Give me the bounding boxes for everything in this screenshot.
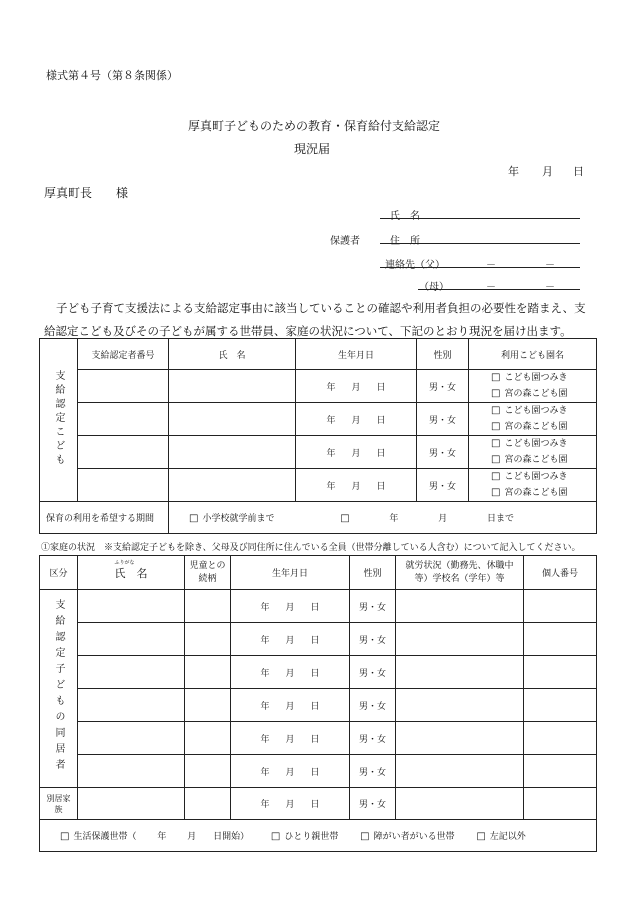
id-cell[interactable]: [524, 689, 597, 722]
contact-dash-2: －: [545, 260, 555, 271]
guardian-name-label: 氏 名: [390, 211, 420, 222]
child-row: [40, 403, 597, 436]
birthdate-cell[interactable]: 年 月 日: [231, 722, 350, 755]
child-side-label: 支給認定こども: [53, 369, 64, 468]
child-row: [40, 469, 597, 502]
date-day-label: 日: [573, 165, 584, 178]
checkbox-icon[interactable]: □: [491, 421, 501, 432]
welfare-label: 生活保護世帯（: [73, 832, 137, 842]
id-cell[interactable]: [524, 656, 597, 689]
header-name: ふりがな 氏 名: [78, 556, 185, 590]
gender-cell[interactable]: 男・女: [417, 403, 469, 436]
header-gender: 性別: [417, 339, 469, 370]
guardian-address-label: 住 所: [390, 236, 420, 247]
checkbox-icon[interactable]: □: [491, 438, 501, 449]
date-month-label: 月: [542, 165, 553, 178]
period-checkbox-2[interactable]: □: [340, 513, 350, 524]
header-category: 区分: [40, 556, 78, 590]
gender-cell[interactable]: 男・女: [350, 623, 396, 656]
guardian-label: 保護者: [330, 236, 360, 247]
header-id: 個人番号: [524, 556, 597, 590]
birthdate-cell[interactable]: 年 月 日: [296, 469, 417, 502]
header-cert-number: 支給認定者番号: [78, 339, 169, 370]
gender-cell[interactable]: 男・女: [350, 755, 396, 788]
contact-dash-4: －: [545, 282, 555, 293]
header-work: 就労状況（勤務先、休職中等）学校名（学年）等: [396, 556, 524, 590]
work-cell[interactable]: [396, 788, 524, 820]
child-name-cell[interactable]: [169, 370, 296, 403]
relation-cell[interactable]: [185, 689, 231, 722]
period-until: 日まで: [486, 514, 514, 524]
relation-cell[interactable]: [185, 656, 231, 689]
household-type-options: [40, 820, 597, 852]
gender-cell[interactable]: 男・女: [350, 689, 396, 722]
welfare-checkbox[interactable]: □: [60, 831, 70, 842]
household-note: ①家庭の状況 ※支給認定子どもを除き、父母及び同住所に住んでいる全員（世帯分離している人含む）について記入してください。: [41, 543, 581, 553]
birthdate-cell[interactable]: 年 月 日: [296, 436, 417, 469]
period-opt1: 小学校就学前まで: [202, 514, 275, 524]
id-cell[interactable]: [524, 623, 597, 656]
period-label: 保育の利用を希望する期間: [40, 502, 169, 534]
separate-family-label: 別居家族: [40, 788, 78, 820]
cert-number-cell[interactable]: [78, 370, 169, 403]
single-parent-label: ひとり親世帯: [284, 832, 339, 842]
date-year-label: 年: [508, 165, 519, 178]
work-cell[interactable]: [396, 623, 524, 656]
id-cell[interactable]: [524, 755, 597, 788]
header-birthdate: 生年月日: [231, 556, 350, 590]
form-title: 厚真町子どものための教育・保育給付支給認定: [188, 119, 441, 133]
checkbox-icon[interactable]: □: [491, 471, 501, 482]
household-row: [40, 689, 597, 722]
work-cell[interactable]: [396, 590, 524, 623]
birthdate-cell[interactable]: 年 月 日: [231, 689, 350, 722]
household-side-label-cell: [40, 590, 78, 788]
welfare-year: 年: [157, 832, 167, 842]
cert-number-cell[interactable]: [78, 436, 169, 469]
household-row: [40, 623, 597, 656]
cert-number-cell[interactable]: [78, 469, 169, 502]
checkbox-icon[interactable]: □: [491, 454, 501, 465]
birthdate-cell[interactable]: 年 月 日: [231, 623, 350, 656]
guardian-contact-mother-field[interactable]: [418, 289, 580, 290]
gender-cell[interactable]: 男・女: [417, 370, 469, 403]
header-birthdate: 生年月日: [296, 339, 417, 370]
kindergarten-cell: □ こども園つみき □ 宮の森こども園: [469, 469, 597, 502]
header-kindergarten: 利用こども園名: [469, 339, 597, 370]
child-name-cell[interactable]: [169, 469, 296, 502]
member-name-cell[interactable]: [78, 755, 185, 788]
child-side-label-cell: [40, 339, 78, 502]
relation-cell[interactable]: [185, 623, 231, 656]
separate-family-row: [40, 788, 597, 820]
household-row: [40, 590, 597, 623]
child-table: [39, 338, 597, 534]
period-row: [40, 502, 597, 534]
household-type-row: [40, 820, 597, 852]
period-options: [169, 502, 597, 534]
work-cell[interactable]: [396, 722, 524, 755]
birthdate-cell[interactable]: 年 月 日: [296, 370, 417, 403]
gender-cell[interactable]: 男・女: [350, 788, 396, 820]
cert-number-cell[interactable]: [78, 403, 169, 436]
guardian-address-field[interactable]: [380, 243, 580, 244]
work-cell[interactable]: [396, 689, 524, 722]
member-name-cell[interactable]: [78, 656, 185, 689]
member-name-cell[interactable]: [78, 590, 185, 623]
child-row: [40, 370, 597, 403]
form-subtitle: 現況届: [294, 142, 331, 156]
contact-dash-3: －: [486, 282, 496, 293]
gender-cell[interactable]: 男・女: [350, 590, 396, 623]
welfare-month: 月: [187, 832, 197, 842]
relation-cell[interactable]: [185, 722, 231, 755]
id-cell[interactable]: [524, 722, 597, 755]
checkbox-icon[interactable]: □: [491, 372, 501, 383]
child-name-cell[interactable]: [169, 403, 296, 436]
gender-cell[interactable]: 男・女: [417, 469, 469, 502]
household-row: [40, 656, 597, 689]
gender-cell[interactable]: 男・女: [417, 436, 469, 469]
birthdate-cell[interactable]: 年 月 日: [231, 590, 350, 623]
other-label: 左記以外: [489, 832, 526, 842]
addressee: 厚真町長 様: [44, 186, 129, 200]
header-gender: 性別: [350, 556, 396, 590]
id-cell[interactable]: [524, 590, 597, 623]
period-year: 年: [389, 514, 399, 524]
header-relation: 児童との続柄: [185, 556, 231, 590]
gender-cell[interactable]: 男・女: [350, 656, 396, 689]
gender-cell[interactable]: 男・女: [350, 722, 396, 755]
intro-paragraph: 子ども子育て支援法による支給認定事由に該当していることの確認や利用者負担の必要性を踏まえ、支給認定こども及びその子どもが属する世帯員、家庭の状況について、下記のとおり現況を届け出ます。: [44, 301, 586, 338]
birthdate-cell[interactable]: 年 月 日: [231, 656, 350, 689]
guardian-contact-father-label: 連絡先（父）: [385, 260, 445, 271]
member-name-cell[interactable]: [78, 689, 185, 722]
household-row: [40, 722, 597, 755]
guardian-contact-mother-label: （母）: [419, 282, 449, 293]
birthdate-cell[interactable]: 年 月 日: [296, 403, 417, 436]
kindergarten-cell: □ こども園つみき □ 宮の森こども園: [469, 436, 597, 469]
checkbox-icon[interactable]: □: [491, 405, 501, 416]
household-table: [39, 555, 597, 852]
period-checkbox-1[interactable]: □: [189, 513, 199, 524]
household-row: [40, 755, 597, 788]
member-name-cell[interactable]: [78, 623, 185, 656]
child-name-cell[interactable]: [169, 436, 296, 469]
member-name-cell[interactable]: [78, 722, 185, 755]
welfare-start: 日開始）: [213, 832, 250, 842]
work-cell[interactable]: [396, 755, 524, 788]
header-name: 氏 名: [169, 339, 296, 370]
contact-dash-1: －: [486, 260, 496, 271]
other-checkbox[interactable]: □: [476, 831, 486, 842]
checkbox-icon[interactable]: □: [491, 487, 501, 498]
household-side-label: 支給認定子どもの同居者: [53, 599, 64, 775]
guardian-contact-father-field[interactable]: [380, 267, 580, 268]
kindergarten-cell: □ こども園つみき □ 宮の森こども園: [469, 403, 597, 436]
kindergarten-cell: □ こども園つみき □ 宮の森こども園: [469, 370, 597, 403]
birthdate-cell[interactable]: 年 月 日: [231, 755, 350, 788]
disabled-checkbox[interactable]: □: [360, 831, 370, 842]
relation-cell[interactable]: [185, 755, 231, 788]
relation-cell[interactable]: [185, 788, 231, 820]
form-number: 様式第４号（第８条関係）: [46, 69, 178, 82]
member-name-cell[interactable]: [78, 788, 185, 820]
checkbox-icon[interactable]: □: [491, 388, 501, 399]
disabled-label: 障がい者がいる世帯: [373, 832, 455, 842]
single-parent-checkbox[interactable]: □: [270, 831, 281, 842]
guardian-name-field[interactable]: [380, 218, 580, 219]
id-cell[interactable]: [524, 788, 597, 820]
period-month: 月: [438, 514, 448, 524]
child-row: [40, 436, 597, 469]
relation-cell[interactable]: [185, 590, 231, 623]
work-cell[interactable]: [396, 656, 524, 689]
birthdate-cell[interactable]: 年 月 日: [231, 788, 350, 820]
